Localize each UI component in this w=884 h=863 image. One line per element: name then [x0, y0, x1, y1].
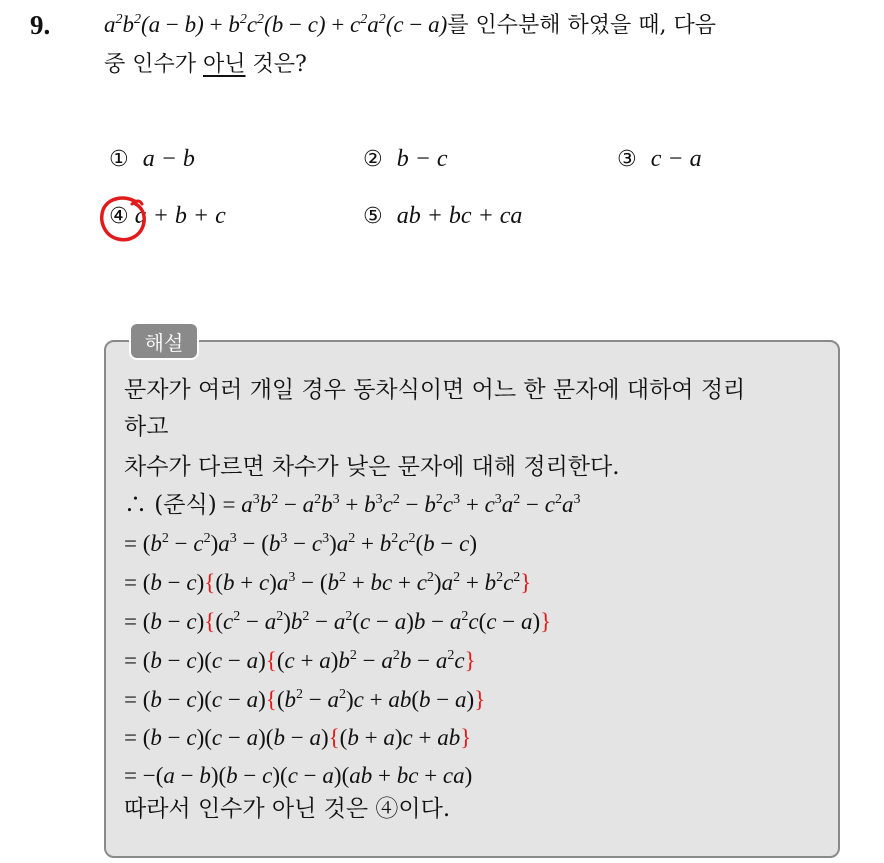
equation-line-7: = (b − c)(c − a)(b − a){(b + a)c + ab}: [124, 725, 472, 750]
choice-expression: ab + bc + ca: [396, 203, 523, 229]
choice-expression: a − b: [142, 146, 195, 172]
choice-2[interactable]: [363, 146, 448, 173]
question-expression: $a^2b^2(a - b) + b^2c^2(b - c) + c^2a^2(c - a)$: [104, 12, 448, 37]
solution-badge: 해설: [129, 322, 199, 360]
choice-mark: ④: [109, 204, 129, 229]
choice-mark: ⑤: [363, 204, 383, 229]
choice-3[interactable]: [617, 146, 702, 173]
equation-line-3: = $(b - c)\{(b + c)a^3 - (b^2$ + bc + $c^2)a^2 + b^2c^2$}: [124, 570, 532, 595]
equation-line-8: = −(a − b)(b − c)(c − a)(ab + bc + ca): [124, 763, 473, 788]
question-text-suffix: 를 인수분해 하였을 때, 다음: [447, 13, 717, 38]
question-number: 9.: [30, 10, 51, 40]
choice-expression: a + b + c: [134, 203, 226, 229]
answer-circle-icon: [96, 192, 152, 248]
question-underlined-word: 아닌: [203, 52, 246, 77]
solution-text-1: 문자가 여러 개일 경우 동차식이면 어느 한 문자에 대하여 정리: [124, 377, 746, 403]
choice-expression: b − c: [396, 146, 448, 172]
question-line-1: [104, 8, 716, 43]
choice-5[interactable]: [363, 203, 522, 230]
choice-mark: ①: [109, 147, 129, 172]
choice-1[interactable]: [109, 146, 195, 173]
solution-conclusion: 따라서 인수가 아닌 것은 ④이다.: [124, 796, 451, 822]
equation-line-2: = $(b^2 - c^2)a^3 - (b^3 - c^3)a^2 + b^2c^2(b - c)$: [124, 531, 478, 556]
equation-line-1: ∴ (준식) = $a^3b^2 - a^2b^3 + b^3c^2 - b^2c^3 + c^3a^2 - c^2a^3$: [124, 492, 581, 518]
choice-mark: ②: [363, 147, 383, 172]
question-text: 중 인수가: [104, 52, 203, 77]
solution-text-3: 차수가 다르면 차수가 낮은 문자에 대해 정리한다.: [124, 454, 620, 480]
choice-expression: c − a: [650, 146, 702, 172]
question-text-end: 것은?: [245, 52, 307, 77]
equation-line-6: = $(b - c)(c - a)\{(b^2 - a^2)c + ab(b - a)\}$: [124, 687, 486, 712]
equation-line-5: = $(b - c)(c - a)\{(c + a)b^2 - a^2b - a^2c\}$: [124, 648, 476, 673]
question-line-2: [104, 48, 307, 82]
therefore-label: ∴ (준식): [124, 492, 217, 518]
equation-line-4: = $(b - c)\{(c^2 - a^2)b^2 - a^2(c - a)b - a^2c(c - a)\}$: [124, 609, 552, 634]
choice-mark: ③: [617, 147, 637, 172]
solution-text-2: 하고: [124, 414, 169, 440]
